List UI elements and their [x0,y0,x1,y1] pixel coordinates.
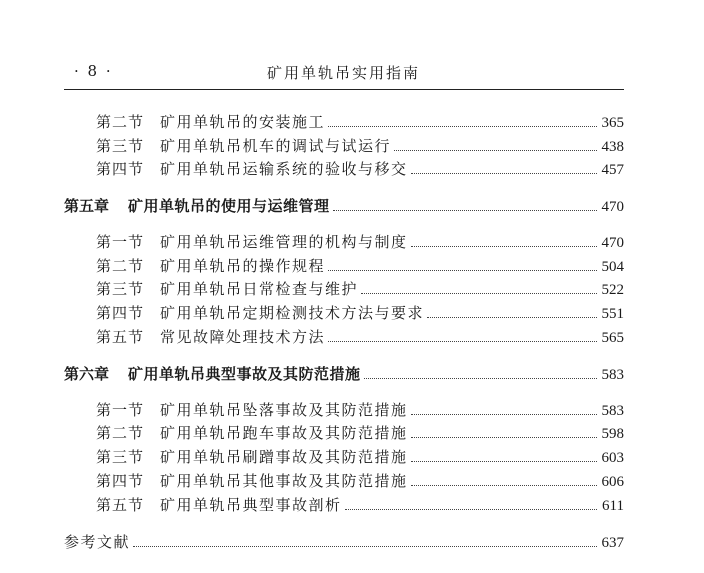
chapter-number: 第六章 [64,365,110,383]
section-number: 第三节 [96,137,145,155]
section-title: 矿用单轨吊的操作规程 [160,257,326,275]
page-reference: 583 [601,403,624,419]
section-title: 矿用单轨吊刷蹭事故及其防范措施 [160,448,408,466]
page-reference: 504 [601,259,624,275]
toc-section-entry [96,228,624,252]
page-number: · 8 · [74,62,113,80]
entry-label [96,326,325,347]
dot-leader [411,414,597,415]
dot-leader [427,317,596,318]
toc-section-entry [96,467,624,491]
page-reference: 606 [601,474,624,490]
page-reference: 611 [602,498,624,514]
running-header [64,62,623,86]
section-title: 常见故障处理技术方法 [160,328,326,346]
page-reference: 603 [601,450,624,466]
entry-label [64,195,330,216]
toc-section-entry [96,443,624,467]
toc-chapter-entry [64,192,624,216]
entry-label [96,422,408,443]
section-number: 第三节 [96,280,145,298]
page-reference: 470 [601,235,624,251]
entry-label [96,255,325,276]
section-number: 第一节 [96,401,145,419]
toc-section-entry [96,323,624,347]
entry-label [64,363,361,384]
page-reference: 365 [601,115,624,131]
bibliography-title: 参考文献 [64,533,131,551]
dot-leader [364,378,597,379]
entry-label [96,231,408,252]
section-number: 第三节 [96,448,145,466]
section-number: 第二节 [96,424,145,442]
page-reference: 637 [601,535,624,551]
page-reference: 551 [601,306,624,322]
entry-label [96,111,325,132]
chapter-number: 第五章 [64,197,110,215]
entry-label [96,302,424,323]
page-reference: 598 [601,426,624,442]
dot-leader [333,210,597,211]
dot-leader [133,546,596,547]
toc-chapter-entry [64,360,624,384]
toc-section-entry [96,396,624,420]
page-reference: 522 [601,282,624,298]
chapter-title: 矿用单轨吊的使用与运维管理 [128,197,330,215]
toc-section-entry [96,132,624,156]
section-number: 第二节 [96,257,145,275]
dot-leader [394,150,596,151]
page-reference: 583 [601,367,624,383]
section-title: 矿用单轨吊典型事故剖析 [160,496,342,514]
page-reference: 565 [601,330,624,346]
header-rule [64,89,624,90]
page-reference: 457 [601,162,624,178]
section-number: 第一节 [96,233,145,251]
toc-section-entry [96,299,624,323]
entry-label [96,278,358,299]
book-title: 矿用单轨吊实用指南 [266,64,420,82]
entry-label [96,135,391,156]
page-reference: 470 [601,199,624,215]
section-title: 矿用单轨吊坠落事故及其防范措施 [160,401,408,419]
section-title: 矿用单轨吊日常检查与维护 [160,280,359,298]
entry-label [96,494,342,515]
entry-label [96,399,408,420]
section-title: 矿用单轨吊其他事故及其防范措施 [160,472,408,490]
section-title: 矿用单轨吊的安装施工 [160,113,326,131]
entry-label [96,470,408,491]
section-number: 第二节 [96,113,145,131]
dot-leader [411,461,597,462]
dot-leader [328,341,596,342]
dot-leader [328,126,596,127]
dot-leader [361,293,596,294]
toc-section-entry [96,252,624,276]
section-number: 第五节 [96,328,145,346]
section-title: 矿用单轨吊定期检测技术方法与要求 [160,304,425,322]
section-number: 第五节 [96,496,145,514]
dot-leader [328,270,596,271]
dot-leader [411,485,597,486]
entry-label [96,158,408,179]
toc-section-entry [96,108,624,132]
dot-leader [411,246,597,247]
toc-section-entry [96,155,624,179]
section-number: 第四节 [96,472,145,490]
dot-leader [411,437,597,438]
dot-leader [411,173,597,174]
toc-section-entry [96,275,624,299]
entry-label [96,446,408,467]
toc-section-entry [96,419,624,443]
section-number: 第四节 [96,160,145,178]
section-title: 矿用单轨吊运输系统的验收与移交 [160,160,408,178]
section-title: 矿用单轨吊跑车事故及其防范措施 [160,424,408,442]
dot-leader [345,509,598,510]
page-reference: 438 [601,139,624,155]
section-title: 矿用单轨吊机车的调试与试运行 [160,137,392,155]
section-number: 第四节 [96,304,145,322]
entry-label [64,531,130,552]
toc-section-entry [96,491,624,515]
toc-bibliography-entry [64,528,624,552]
section-title: 矿用单轨吊运维管理的机构与制度 [160,233,408,251]
chapter-title: 矿用单轨吊典型事故及其防范措施 [128,365,361,383]
